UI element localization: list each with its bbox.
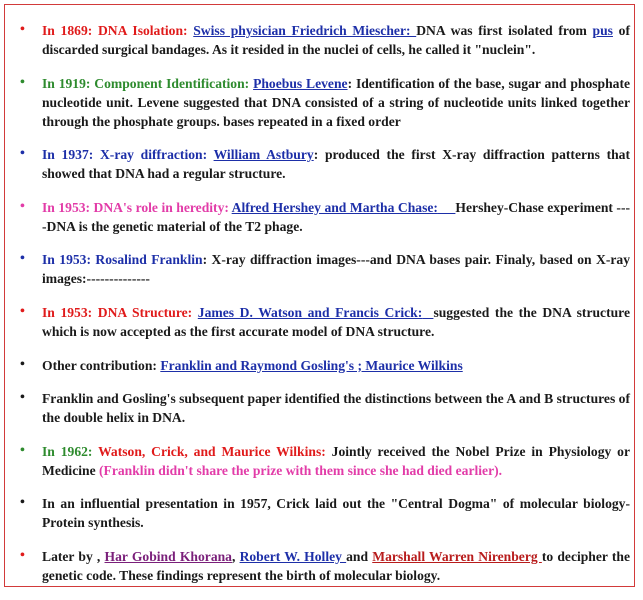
bullet-icon: •	[20, 547, 25, 563]
link-miescher[interactable]: Swiss physician Friedrich Miescher:	[193, 23, 417, 38]
item-text: Jointly received the Nobel Prize in Physiology or Medicine	[42, 443, 630, 478]
item-note: (Franklin didn't share the prize with them since she had died earlier).	[99, 462, 503, 478]
item-label: In 1953: DNA's role in heredity:	[42, 199, 232, 215]
bullet-icon: •	[20, 198, 25, 214]
link-khorana[interactable]: Har Gobind Khorana	[104, 548, 232, 564]
item-label: Other contribution:	[42, 357, 161, 373]
item-text: to decipher the genetic code. These findings represent the birth of molecular biology.	[42, 548, 630, 583]
item-text: ,	[231, 548, 240, 564]
bullet-icon: •	[20, 442, 25, 458]
bullet-icon: •	[20, 303, 25, 319]
list-item	[5, 74, 636, 131]
item-text: and	[346, 548, 373, 564]
link-text: James D. Watson and Francis Crick:	[197, 304, 423, 320]
link-hershey-chase[interactable]	[232, 200, 456, 215]
list-item	[5, 198, 636, 236]
item-label: In 1962:	[42, 443, 99, 459]
link-text: Alfred Hershey and Martha Chase:	[231, 199, 438, 215]
item-label: In 1919: Component Identification:	[42, 75, 254, 91]
item-text: : Identification of the base, sugar and phosphate nucleotide unit. Levene suggested that DNA consisted of a string of nucleotide units linked together through the phosphate groups. bases repeated in a fixed order	[42, 75, 631, 129]
bullet-icon: •	[20, 74, 25, 90]
item-label: In 1937: X-ray diffraction:	[42, 147, 214, 163]
item-text: In an influential presentation in 1957, Crick laid out the "Central Dogma" of molecular biology-Protein synthesis.	[42, 496, 630, 531]
list-item	[5, 250, 636, 288]
list-item	[5, 389, 636, 427]
bullet-icon: •	[20, 356, 25, 372]
item-text: : X-ray diffraction images---and DNA bases pair. Finaly, based on X-ray images:--------------	[42, 252, 630, 287]
item-label: In 1953: Rosalind Franklin	[42, 252, 203, 268]
list-item	[5, 547, 636, 585]
link-holley[interactable]: Robert W. Holley	[239, 548, 347, 564]
link-astbury[interactable]: William Astbury	[213, 147, 314, 163]
bullet-icon: •	[20, 495, 25, 511]
item-text: Hershey-Chase experiment ----DNA is the genetic material of the T2 phage.	[42, 199, 631, 234]
link-levene[interactable]: Phoebus Levene	[253, 75, 348, 91]
content-frame	[4, 4, 635, 587]
item-label-names: Watson, Crick, and Maurice Wilkins:	[98, 443, 326, 459]
item-text: suggested the the DNA structure which is now accepted as the first accurate model of DNA structure.	[42, 304, 630, 339]
item-text: Later by ,	[42, 548, 105, 564]
history-list	[5, 21, 636, 600]
list-item	[5, 494, 636, 532]
link-watson-crick[interactable]	[198, 305, 434, 320]
list-item	[5, 21, 636, 59]
item-text: DNA was first isolated from	[416, 23, 593, 38]
link-franklin-gosling-wilkins[interactable]: Franklin and Raymond Gosling's ; Maurice Wilkins	[160, 357, 463, 373]
item-text: of discarded surgical bandages. As it resided in the nuclei of cells, he called it "nuclein".	[42, 23, 630, 57]
bullet-icon: •	[20, 251, 25, 267]
list-item	[5, 303, 636, 341]
list-item	[5, 356, 636, 375]
item-text: Franklin and Gosling's subsequent paper identified the distinctions between the A and B structures of the double helix in DNA.	[42, 391, 630, 426]
link-gap	[422, 305, 433, 320]
bullet-icon: •	[20, 22, 25, 37]
list-item	[5, 442, 636, 480]
bullet-icon: •	[20, 146, 25, 162]
link-pus[interactable]: pus	[592, 23, 613, 38]
item-label: In 1869: DNA Isolation:	[42, 23, 194, 38]
item-text: : produced the first X-ray diffraction patterns that showed that DNA had a regular structure.	[42, 147, 630, 182]
list-item	[5, 145, 636, 183]
link-nirenberg[interactable]: Marshall Warren Nirenberg	[372, 548, 542, 564]
bullet-icon: •	[20, 390, 25, 406]
item-label: In 1953: DNA Structure:	[42, 304, 198, 320]
link-gap	[438, 200, 455, 215]
